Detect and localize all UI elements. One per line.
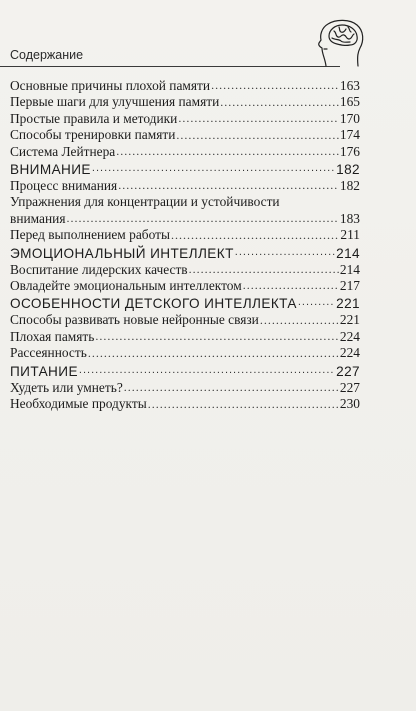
leader-dots xyxy=(235,245,335,259)
leader-dots xyxy=(95,329,339,343)
table-of-contents xyxy=(10,78,360,413)
toc-section[interactable]: ЭМОЦИОНАЛЬНЫЙ ИНТЕЛЛЕКТ ..... 214 xyxy=(10,245,360,262)
leader-dots xyxy=(92,161,335,175)
leader-dots xyxy=(176,128,339,142)
leader-dots xyxy=(171,228,339,242)
toc-item[interactable]: Простые правила и методики ..... 170 xyxy=(10,111,360,127)
toc-item[interactable]: Процесс внимания ..... 182 xyxy=(10,178,360,194)
toc-item[interactable]: Воспитание лидерских качеств ..... 214 xyxy=(10,262,360,278)
toc-item[interactable]: Перед выполнением работы ..... 211 xyxy=(10,227,360,243)
toc-item[interactable]: Необходимые продукты ..... 230 xyxy=(10,396,360,412)
leader-dots xyxy=(220,95,339,109)
toc-item[interactable]: Рассеянность ..... 224 xyxy=(10,345,360,361)
head-brain-icon xyxy=(312,18,374,70)
leader-dots xyxy=(148,397,339,411)
toc-item[interactable]: Плохая память ..... 224 xyxy=(10,329,360,345)
leader-dots xyxy=(211,78,339,92)
toc-item-line: Упражнения для концентрации и устойчивости xyxy=(10,194,280,210)
running-header: Содержание xyxy=(10,48,84,62)
toc-section[interactable]: ОСОБЕННОСТИ ДЕТСКОГО ИНТЕЛЛЕКТА ..... 221 xyxy=(10,295,360,312)
toc-item[interactable]: Упражнения для концентрации и устойчивости внимания ..... 183 xyxy=(10,194,360,227)
toc-item[interactable]: Способы тренировки памяти ..... 174 xyxy=(10,127,360,143)
toc-item[interactable]: Овладейте эмоциональным интеллектом ..... 217 xyxy=(10,278,360,294)
toc-item[interactable]: Первые шаги для улучшения памяти ..... 165 xyxy=(10,94,360,110)
toc-item[interactable]: Худеть или умнеть? ..... 227 xyxy=(10,380,360,396)
toc-item[interactable]: Основные причины плохой памяти ..... 163 xyxy=(10,78,360,94)
toc-item[interactable]: Способы развивать новые нейронные связи ..... 221 xyxy=(10,312,360,328)
leader-dots xyxy=(66,211,338,225)
leader-dots xyxy=(260,313,339,327)
leader-dots xyxy=(118,178,339,192)
leader-dots xyxy=(116,144,339,158)
leader-dots xyxy=(88,346,339,360)
header-rule xyxy=(0,66,340,67)
toc-section[interactable]: ВНИМАНИЕ ..... 182 xyxy=(10,161,360,178)
leader-dots xyxy=(243,278,339,292)
leader-dots xyxy=(298,295,335,309)
leader-dots xyxy=(79,363,335,377)
toc-section[interactable]: ПИТАНИЕ ..... 227 xyxy=(10,363,360,380)
leader-dots xyxy=(178,111,339,125)
leader-dots xyxy=(124,380,339,394)
toc-item[interactable]: Система Лейтнера ..... 176 xyxy=(10,144,360,160)
leader-dots xyxy=(189,262,339,276)
